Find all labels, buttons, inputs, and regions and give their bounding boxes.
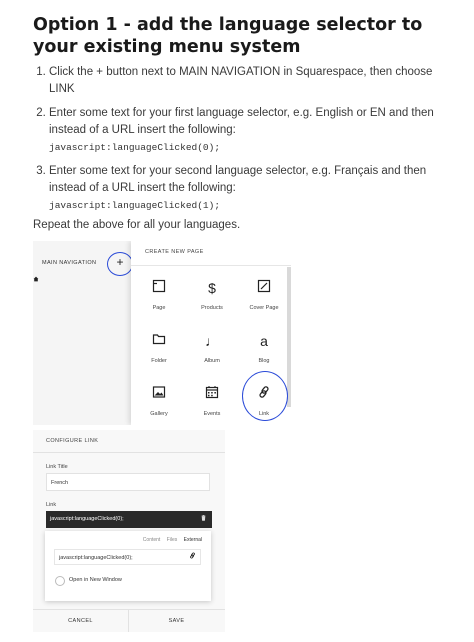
tile-label: Gallery bbox=[150, 411, 168, 417]
panel-title: CREATE NEW PAGE bbox=[145, 249, 204, 255]
calendar-icon bbox=[187, 385, 237, 405]
new-window-label: Open in New Window bbox=[69, 577, 122, 583]
repeat-note: Repeat the above for all your languages. bbox=[33, 219, 241, 231]
blog-icon: a bbox=[260, 333, 268, 349]
tab-external[interactable]: External bbox=[183, 537, 202, 543]
tile-label: Link bbox=[258, 411, 270, 417]
tile-label: Blog bbox=[258, 358, 270, 364]
step-text: Click the + button next to MAIN NAVIGATION in Squarespace, then choose LINK bbox=[49, 66, 433, 95]
step-text: Enter some text for your first language selector, e.g. English or EN and then instead of a URL insert the following: bbox=[49, 107, 434, 136]
new-window-radio[interactable] bbox=[55, 576, 65, 586]
dialog-title: CONFIGURE LINK bbox=[46, 438, 99, 444]
trash-icon[interactable] bbox=[201, 511, 206, 528]
save-button[interactable]: SAVE bbox=[168, 618, 185, 624]
folder-icon bbox=[134, 332, 184, 352]
highlight-circle bbox=[242, 371, 288, 421]
dialog-buttons bbox=[33, 609, 225, 632]
link-input[interactable] bbox=[46, 511, 212, 528]
page-heading: Option 1 - add the language selector to your existing menu system bbox=[33, 15, 423, 57]
link-tabs bbox=[138, 537, 202, 543]
instruction-list bbox=[33, 64, 459, 221]
tile-blog[interactable] bbox=[239, 332, 289, 364]
tab-content[interactable]: Content bbox=[142, 537, 161, 543]
tile-label: Events bbox=[203, 411, 221, 417]
tile-label: Folder bbox=[151, 358, 167, 364]
tile-album[interactable] bbox=[187, 332, 237, 364]
link-editor-popup bbox=[45, 531, 211, 601]
tile-gallery[interactable] bbox=[134, 385, 184, 417]
gallery-icon bbox=[134, 385, 184, 405]
tile-label: Page bbox=[152, 305, 166, 311]
divider bbox=[33, 452, 225, 453]
tile-page[interactable] bbox=[134, 279, 184, 311]
link-title-input[interactable]: French bbox=[46, 473, 210, 491]
tile-products[interactable] bbox=[187, 279, 237, 311]
step-2 bbox=[49, 105, 459, 156]
main-navigation-label: MAIN NAVIGATION bbox=[42, 260, 97, 266]
page-icon bbox=[134, 279, 184, 299]
link-label: Link bbox=[46, 502, 57, 508]
cancel-button[interactable]: CANCEL bbox=[33, 610, 129, 632]
url-input[interactable] bbox=[54, 549, 201, 565]
link-icon bbox=[189, 550, 196, 566]
tile-label: Album bbox=[204, 358, 220, 364]
code-snippet: javascript:languageClicked(0); bbox=[49, 142, 221, 153]
tab-files[interactable]: Files bbox=[166, 537, 178, 543]
tile-folder[interactable] bbox=[134, 332, 184, 364]
dollar-icon: $ bbox=[208, 280, 216, 296]
tile-label: Cover Page bbox=[249, 305, 279, 311]
cover-page-icon bbox=[239, 279, 289, 299]
tile-cover-page[interactable] bbox=[239, 279, 289, 311]
create-new-page-panel bbox=[131, 241, 291, 425]
url-value: javascript:languageClicked(0); bbox=[59, 555, 133, 561]
step-text: Enter some text for your second language selector, e.g. Français and then instead of a URL insert the following: bbox=[49, 165, 427, 194]
create-page-screenshot bbox=[33, 241, 291, 425]
music-note-icon: ♩ bbox=[205, 333, 219, 349]
link-title-label: Link Title bbox=[46, 464, 68, 470]
step-3 bbox=[49, 163, 459, 214]
divider bbox=[131, 265, 291, 266]
highlight-circle bbox=[107, 252, 133, 276]
tile-label: Products bbox=[201, 305, 223, 311]
code-snippet: javascript:languageClicked(1); bbox=[49, 200, 221, 211]
tile-events[interactable] bbox=[187, 385, 237, 417]
home-icon bbox=[33, 276, 39, 284]
link-value: javascript:languageClicked(0); bbox=[50, 516, 124, 522]
configure-link-screenshot bbox=[33, 430, 225, 632]
step-1 bbox=[49, 64, 459, 98]
add-page-button[interactable]: + bbox=[116, 255, 124, 269]
